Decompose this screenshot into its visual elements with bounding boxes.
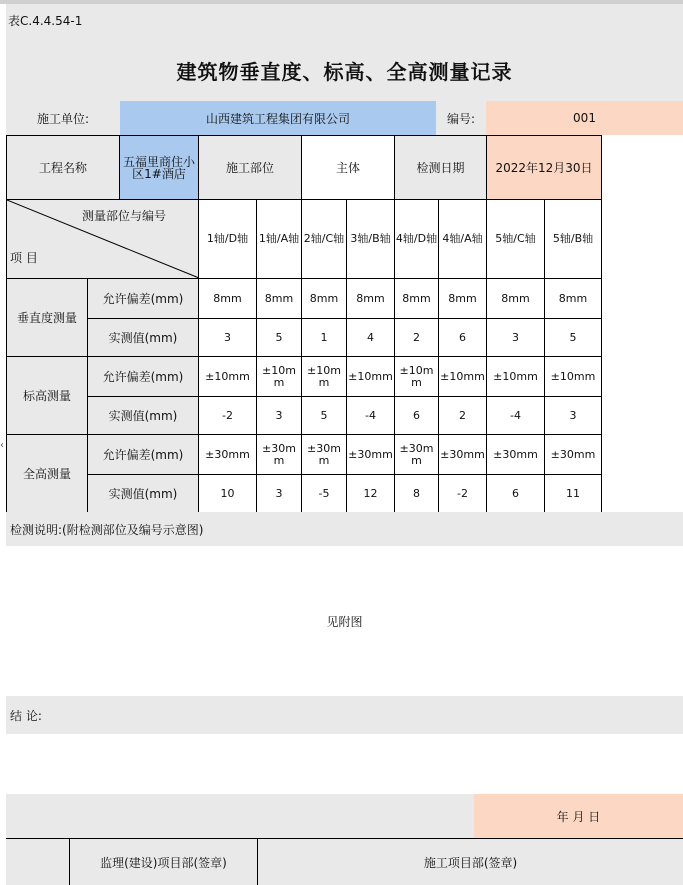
allow-cell: ±30mm xyxy=(257,435,302,475)
allow-cell: ±30mm xyxy=(545,435,602,475)
construction-unit-label: 施工单位: xyxy=(6,101,120,135)
allow-label: 允许偏差(mm) xyxy=(88,357,199,397)
actual-cell: -5 xyxy=(302,475,347,513)
actual-cell: 4 xyxy=(347,319,395,357)
actual-cell: 3 xyxy=(199,319,257,357)
column-header: 5轴/B轴 xyxy=(545,200,602,279)
allow-cell: ±30mm xyxy=(302,435,347,475)
group-name: 全高测量 xyxy=(7,435,88,513)
diag-bottom-label: 项 目 xyxy=(10,251,38,265)
allow-cell: 8mm xyxy=(347,279,395,319)
actual-cell: 3 xyxy=(545,397,602,435)
allow-cell: 8mm xyxy=(487,279,545,319)
inspect-date-label: 检测日期 xyxy=(395,136,487,200)
actual-label: 实测值(mm) xyxy=(88,475,199,513)
date-blank xyxy=(6,794,474,838)
actual-cell: 10 xyxy=(199,475,257,513)
page-title: 建筑物垂直度、标高、全高测量记录 xyxy=(6,39,683,101)
allow-label: 允许偏差(mm) xyxy=(88,435,199,475)
project-name-label: 工程名称 xyxy=(7,136,120,200)
diagonal-header xyxy=(7,200,199,279)
allow-cell: ±10mm xyxy=(395,357,439,397)
form-code: 表C.4.4.54-1 xyxy=(6,4,683,39)
actual-cell: 5 xyxy=(257,319,302,357)
allow-cell: 8mm xyxy=(199,279,257,319)
construction-part-value: 主体 xyxy=(302,136,395,200)
allow-cell: ±30mm xyxy=(395,435,439,475)
actual-cell: -2 xyxy=(439,475,487,513)
conclusion-label: 结 论: xyxy=(6,696,683,734)
allow-cell: ±30mm xyxy=(347,435,395,475)
inspection-note-label: 检测说明:(附检测部位及编号示意图) xyxy=(6,512,683,546)
allow-cell: ±10mm xyxy=(347,357,395,397)
actual-cell: 6 xyxy=(439,319,487,357)
actual-cell: -4 xyxy=(347,397,395,435)
actual-cell: 3 xyxy=(257,397,302,435)
allow-cell: 8mm xyxy=(439,279,487,319)
actual-cell: 3 xyxy=(257,475,302,513)
allow-cell: ±10mm xyxy=(257,357,302,397)
inspect-date-value: 2022年12月30日 xyxy=(487,136,602,200)
actual-cell: -4 xyxy=(487,397,545,435)
column-header: 3轴/B轴 xyxy=(347,200,395,279)
allow-cell: 8mm xyxy=(545,279,602,319)
actual-cell: 2 xyxy=(439,397,487,435)
group-name: 垂直度测量 xyxy=(7,279,88,357)
column-header: 2轴/C轴 xyxy=(302,200,347,279)
allow-cell: 8mm xyxy=(257,279,302,319)
column-header: 4轴/A轴 xyxy=(439,200,487,279)
actual-cell: 1 xyxy=(302,319,347,357)
allow-cell: 8mm xyxy=(302,279,347,319)
actual-cell: 8 xyxy=(395,475,439,513)
column-header: 1轴/A轴 xyxy=(257,200,302,279)
actual-cell: 12 xyxy=(347,475,395,513)
allow-cell: ±10mm xyxy=(545,357,602,397)
actual-cell: 5 xyxy=(302,397,347,435)
allow-cell: ±30mm xyxy=(199,435,257,475)
construction-unit-value: 山西建筑工程集团有限公司 xyxy=(120,101,436,135)
date-line: 年 月 日 xyxy=(474,794,683,838)
allow-cell: ±30mm xyxy=(439,435,487,475)
actual-label: 实测值(mm) xyxy=(88,397,199,435)
column-header: 5轴/C轴 xyxy=(487,200,545,279)
supervisor-sign-label: 监理(建设)项目部(签章) xyxy=(70,838,258,885)
inspection-note-value: 见附图 xyxy=(326,614,363,629)
actual-cell: 5 xyxy=(545,319,602,357)
allow-cell: ±10mm xyxy=(439,357,487,397)
allow-cell: ±30mm xyxy=(487,435,545,475)
actual-label: 实测值(mm) xyxy=(88,319,199,357)
conclusion-area xyxy=(6,734,683,794)
actual-cell: 3 xyxy=(487,319,545,357)
measurement-table xyxy=(6,135,602,513)
actual-cell: 11 xyxy=(545,475,602,513)
column-header: 1轴/D轴 xyxy=(199,200,257,279)
actual-cell: 2 xyxy=(395,319,439,357)
allow-cell: ±10mm xyxy=(199,357,257,397)
allow-cell: ±10mm xyxy=(302,357,347,397)
sign-blank xyxy=(6,838,70,885)
allow-cell: 8mm xyxy=(395,279,439,319)
actual-cell: -2 xyxy=(199,397,257,435)
column-header: 4轴/D轴 xyxy=(395,200,439,279)
left-marker: ‹ xyxy=(0,440,4,451)
contractor-sign-label: 施工项目部(签章) xyxy=(258,838,683,885)
serial-label: 编号: xyxy=(436,101,486,135)
diag-top-label: 测量部位与编号 xyxy=(82,209,167,223)
group-name: 标高测量 xyxy=(7,357,88,435)
actual-cell: 6 xyxy=(395,397,439,435)
serial-value: 001 xyxy=(486,101,683,135)
actual-cell: 6 xyxy=(487,475,545,513)
construction-part-label: 施工部位 xyxy=(199,136,302,200)
allow-label: 允许偏差(mm) xyxy=(88,279,199,319)
project-name-value: 五福里商住小区1#酒店 xyxy=(120,136,199,200)
allow-cell: ±10mm xyxy=(487,357,545,397)
